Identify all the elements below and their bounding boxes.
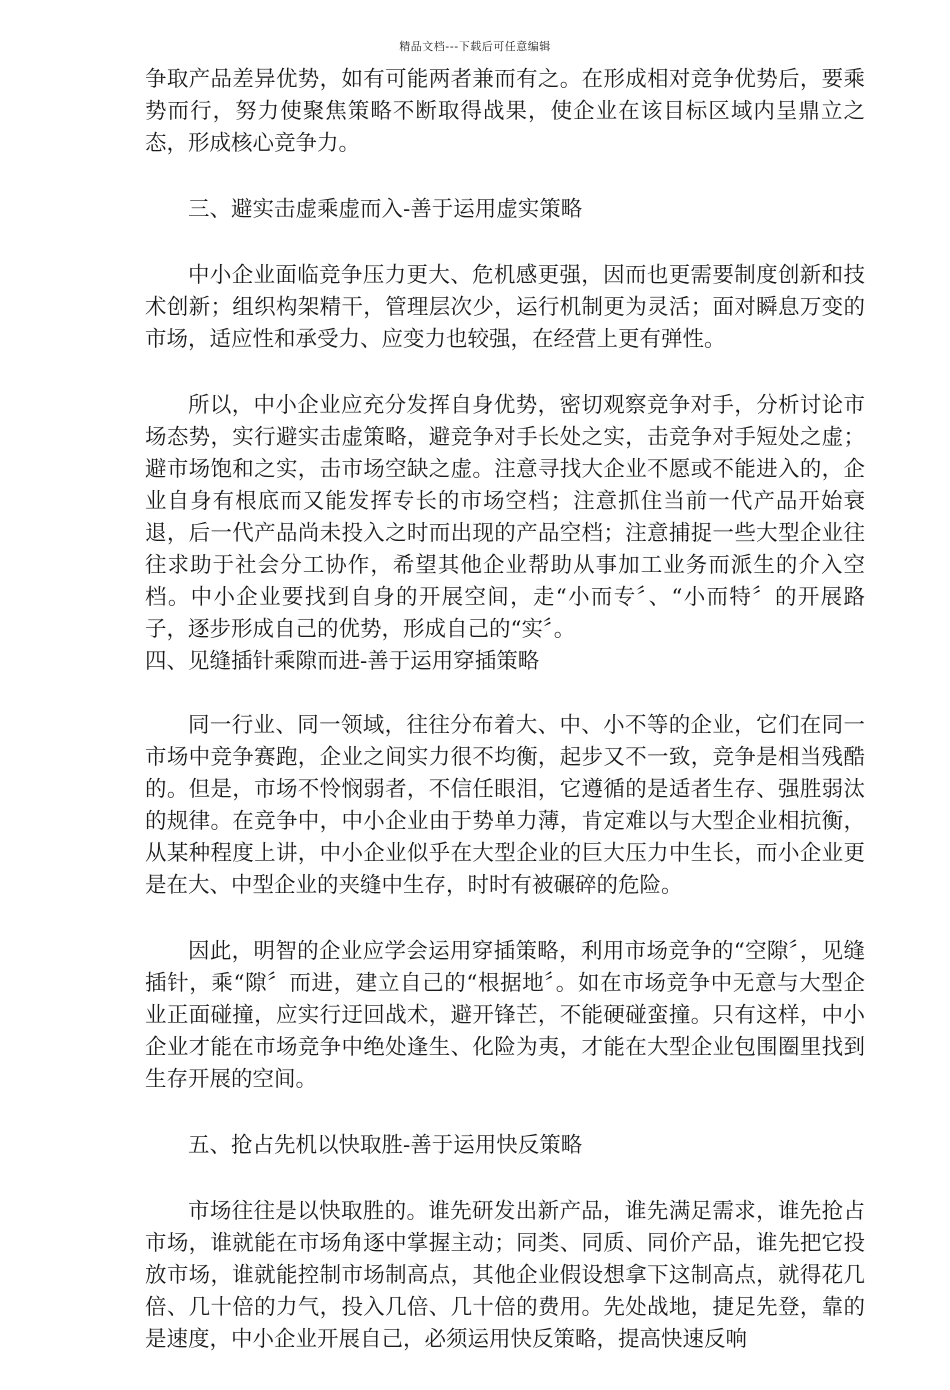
paragraph: 同一行业、同一领域，往往分布着大、中、小不等的企业，它们在同一市场中竞争赛跑，企业之间实力很不均衡，起步又不一致，竞争是相当残酷的。但是，市场不怜悯弱者，不信任眼泪，它遵循的是适者生存、强胜弱汰的规律。在竞争中，中小企业由于势单力薄，肯定难以与大型企业相抗衡，从某种程度上讲，中小企业似乎在大型企业的巨大压力中生长，而小企业更是在大、中型企业的夹缝中生存，时时有被碾碎的危险。: [145, 713, 865, 898]
section-heading-3: 三、避实击虚乘虚而入-善于运用虚实策略: [188, 197, 583, 222]
paragraph: 因此，明智的企业应学会运用穿插策略，利用市场竞争的“空隙〞，见缝插针，乘“隙〞而进，建立自己的“根据地〞。如在市场竞争中无意与大型企业正面碰撞，应实行迂回战术，避开锋芒，不能硬碰蛮撞。只有这样，中小企业才能在市场竞争中绝处逢生、化险为夷，才能在大型企业包围圈里找到生存开展的空间。: [145, 939, 865, 1092]
paragraph: 中小企业面临竞争压力更大、危机感更强，因而也更需要制度创新和技术创新；组织构架精干，管理层次少，运行机制更为灵活；面对瞬息万变的市场，适应性和承受力、应变力也较强，在经营上更有弹性。: [145, 263, 865, 352]
paragraph: 市场往往是以快取胜的。谁先研发出新产品，谁先满足需求，谁先抢占市场，谁就能在市场角逐中掌握主动；同类、同质、同价产品，谁先把它投放市场，谁就能控制市场制高点，其他企业假设想拿下这制高点，就得花几倍、几十倍的力气，投入几倍、几十倍的费用。先处战地，捷足先登，靠的是速度，中小企业开展自己，必须运用快反策略，提高快速反响: [145, 1199, 865, 1352]
section-heading-5: 五、抢占先机以快取胜-善于运用快反策略: [188, 1133, 583, 1158]
paragraph-continued: 争取产品差异优势，如有可能两者兼而有之。在形成相对竞争优势后，要乘势而行，努力使聚焦策略不断取得战果，使企业在该目标区域内呈鼎立之态，形成核心竞争力。: [145, 67, 865, 156]
paragraph: 所以，中小企业应充分发挥自身优势，密切观察竞争对手，分析讨论市场态势，实行避实击虚策略，避竞争对手长处之实，击竞争对手短处之虚；避市场饱和之实，击市场空缺之虚。注意寻找大企业不愿或不能进入的，企业自身有根底而又能发挥专长的市场空档；注意抓住当前一代产品开始衰退，后一代产品尚未投入之时而出现的产品空档；注意捕捉一些大型企业往往求助于社会分工协作，希望其他企业帮助从事加工业务而派生的介入空档。中小企业要找到自身的开展空间，走“小而专〞、“小而特〞的开展路子，逐步形成自己的优势，形成自己的“实〞。: [145, 393, 865, 642]
section-heading-4: 四、见缝插针乘隙而进-善于运用穿插策略: [145, 649, 540, 674]
document-body: [145, 64, 865, 1390]
page-header: 精品文档---下载后可任意编辑: [399, 40, 551, 53]
